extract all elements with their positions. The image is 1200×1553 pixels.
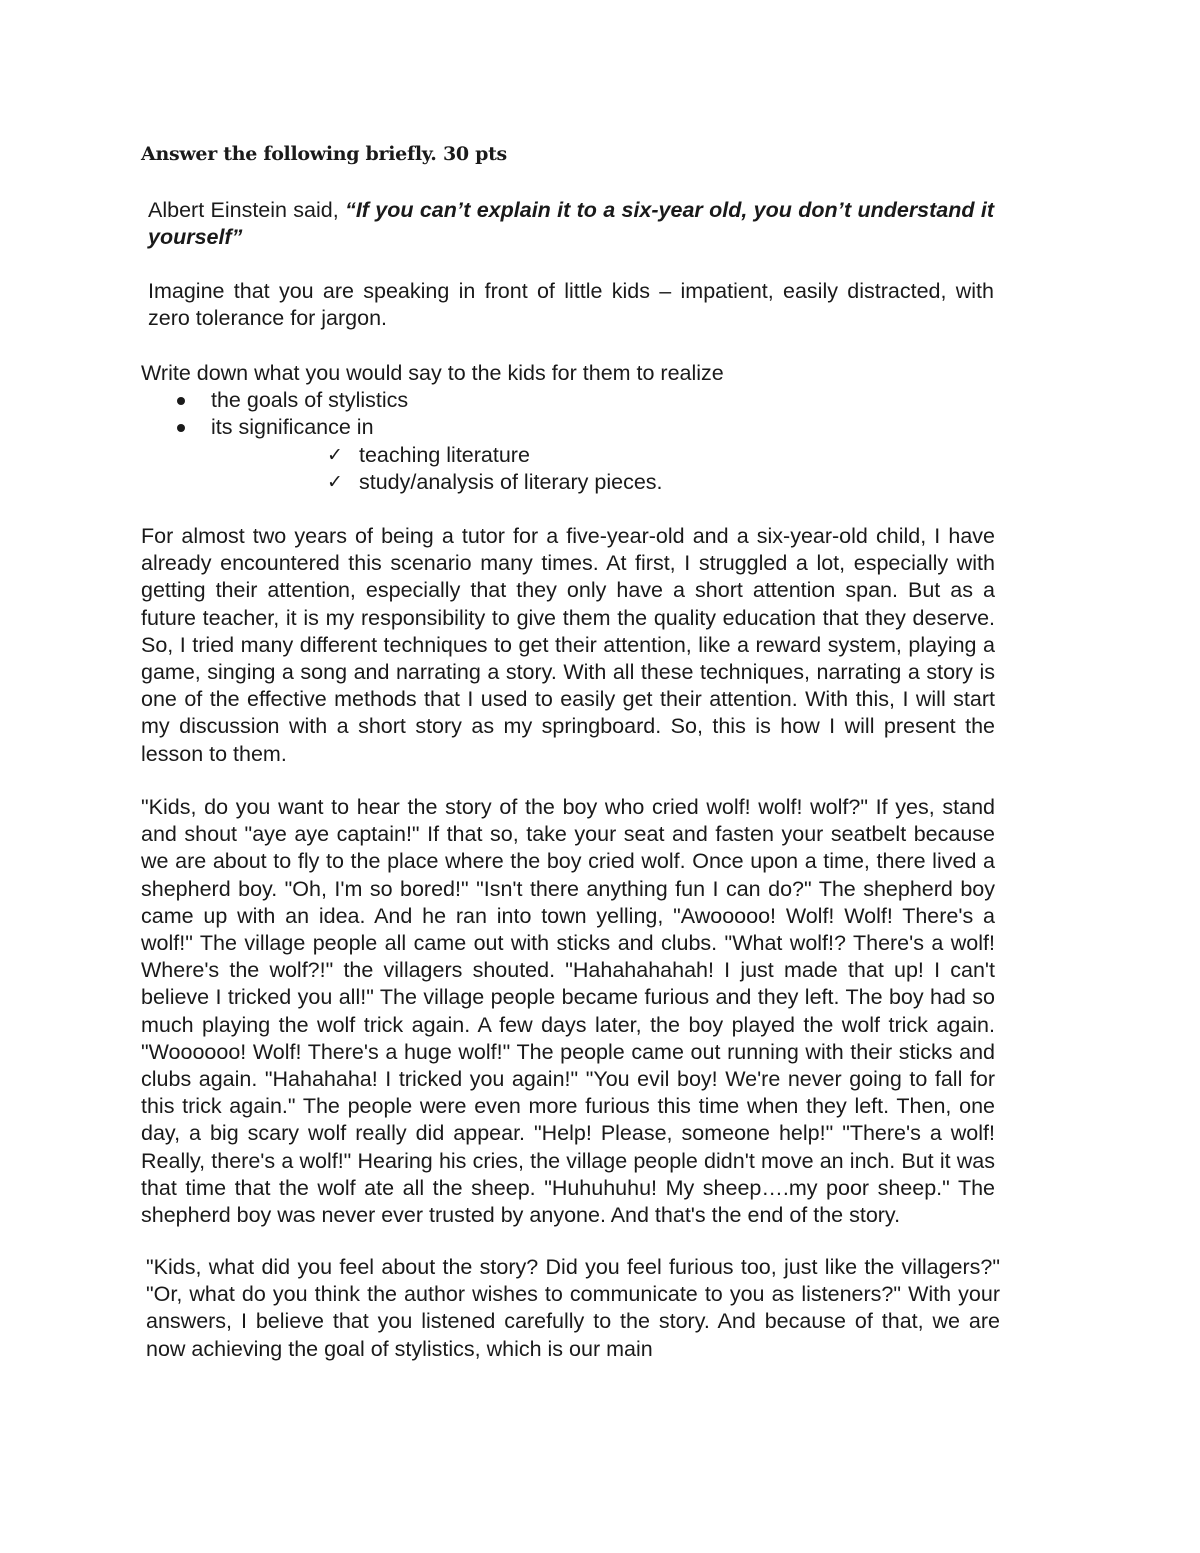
reflection-paragraph: "Kids, what did you feel about the story? Did you feel furious too, just like the villagers?" "Or, what do you think the author wishes to communicate to you as listeners?" With your answers, I believe that you listened carefully to the story. And because of that, we are now achieving the goal of stylistics, which is our main [146, 1255, 1000, 1361]
wolf-story-paragraph: "Kids, do you want to hear the story of the boy who cried wolf! wolf! wolf?" If yes, stand and shout "aye aye captain!" If that so, take your seat and fasten your seatbelt because we are about to fly to the place where the boy cried wolf. Once upon a time, there lived a shepherd boy. "Oh, I'm so bored!" "Isn't there anything fun I can do?" The shepherd boy came up with an idea. And he ran into town yelling, "Awooooo! Wolf! Wolf! There's a wolf!" The village people all came out with sticks and clubs. "What wolf!? There's a wolf! Where's the wolf?!" the villagers shouted. "Hahahahahah! I just made that up! I can't believe I tricked you all!" The village people became furious and they left. The boy had so much playing the wolf trick again. A few days later, the boy played the wolf trick again. "Woooooo! Wolf! There's a huge wolf!" The people came out running with their sticks and clubs again. "Hahahaha! I tricked you again!" "You evil boy! We're never going to fall for this trick again." The people were even more furious this time when they left. Then, one day, a big scary wolf really did appear. "Help! Please, someone help!" "There's a wolf! Really, there's a wolf!" Hearing his cries, the village people didn't move an inch. But it was that time that the wolf ate all the sheep. "Huhuhuhu! My sheep….my poor sheep." The shepherd boy was never ever trusted by anyone. And that's the end of the story. [141, 795, 995, 1228]
checkmark-icon: ✓ [327, 470, 343, 493]
bullet-dot-icon [177, 424, 185, 432]
instruction-lead: Write down what you would say to the kids for them to realize [141, 361, 724, 385]
quote-text: “If you can’t explain it to a six-year old, you don’t understand it yourself” [148, 198, 994, 250]
bullet-list [141, 387, 1001, 441]
imagine-paragraph: Imagine that you are speaking in front of little kids – impatient, easily distracted, with zero tolerance for jargon. [148, 279, 994, 331]
check-item [141, 469, 1001, 496]
instruction-block [141, 360, 1001, 496]
bullet-dot-icon [177, 397, 185, 405]
check-item [141, 442, 1001, 469]
check-text: teaching literature [359, 442, 530, 467]
bullet-item [141, 414, 1001, 441]
checkmark-icon: ✓ [327, 443, 343, 466]
check-text: study/analysis of literary pieces. [359, 469, 663, 494]
bullet-text: the goals of stylistics [211, 388, 409, 413]
quote-intro: Albert Einstein said, [148, 198, 346, 222]
check-list [141, 442, 1001, 496]
bullet-item [141, 387, 1001, 414]
question-heading: Answer the following briefly. 30 pts [141, 143, 507, 165]
einstein-quote-paragraph [148, 197, 994, 251]
tutor-experience-paragraph: For almost two years of being a tutor for a five-year-old and a six-year-old child, I have already encountered this scenario many times. At first, I struggled a lot, especially with getting their attention, especially that they only have a short attention span. But as a future teacher, it is my responsibility to give them the quality education that they deserve. So, I tried many different techniques to get their attention, like a reward system, playing a game, singing a song and narrating a story. With all these techniques, narrating a story is one of the effective methods that I used to easily get their attention. With this, I will start my discussion with a short story as my springboard. So, this is how I will present the lesson to them. [141, 524, 995, 766]
bullet-text: its significance in [211, 415, 374, 440]
